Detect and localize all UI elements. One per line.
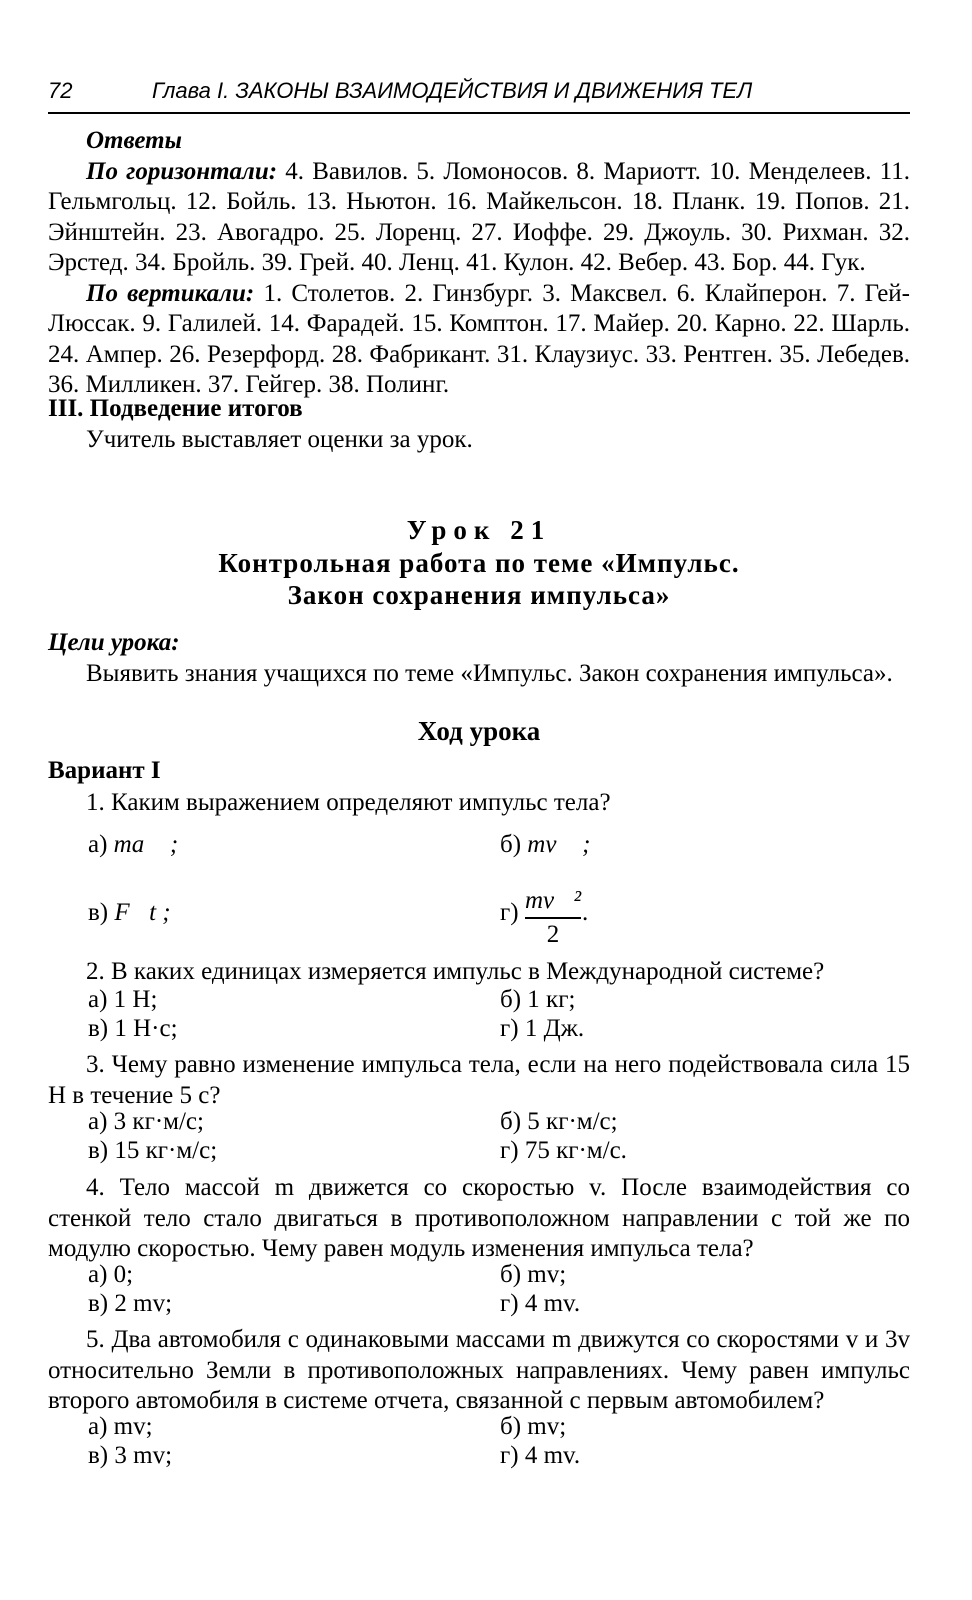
goals-text: Выявить знания учащихся по теме «Импульс. Закон сохранения импульса». — [86, 659, 893, 687]
q3-option-b: б) 5 кг·м/с; — [500, 1108, 618, 1135]
question-5: 5. Два автомобиля с одинаковыми массами m движутся со скоростями v и 3v относительно Земли в противоположных направлениях. Чему равен импульс второго автомобиля в системе отчета, связанной с первым автомобилем? — [48, 1326, 910, 1414]
q5-option-c: в) 3 mv; — [88, 1442, 173, 1469]
answers-heading: Ответы — [86, 127, 182, 154]
fraction-bar — [525, 917, 581, 919]
q1-formula-a: ma⃗ ; — [113, 831, 179, 858]
q4-option-d: г) 4 mv. — [500, 1290, 581, 1317]
q1-formula-c: F⃗t ; — [114, 899, 171, 926]
fraction-denominator: 2 — [546, 921, 560, 948]
answers-vertical — [48, 279, 910, 401]
q1-option-d-period: . — [582, 899, 589, 926]
lesson-subtitle-1: Контрольная работа по теме «Импульс. — [218, 548, 740, 578]
question-3: 3. Чему равно изменение импульса тела, если на него подействовала сила 15 Н в течение 5 с? — [48, 1051, 910, 1109]
q1-formula-b: mv⃗ ; — [527, 831, 591, 858]
q1-fraction — [525, 887, 581, 949]
q5-option-b: б) mv; — [500, 1413, 567, 1440]
q2-option-c: в) 1 Н·с; — [88, 1015, 178, 1042]
page-number: 72 — [48, 78, 73, 103]
q3-option-a: а) 3 кг·м/с; — [88, 1108, 204, 1135]
q2-option-b: б) 1 кг; — [500, 986, 576, 1013]
summary-heading: III. Подведение итогов — [48, 395, 303, 422]
question-2: 2. В каких единицах измеряется импульс в Международной системе? — [86, 958, 825, 985]
summary-section — [48, 394, 910, 455]
answers-horizontal — [48, 157, 910, 279]
horizontal-text: 4. Вавилов. 5. Ломоносов. 8. Мариотт. 10. Менделеев. 11. Гельмгольц. 12. Бойль. 13. Ньютон. 16. Майкельсон. 18. Планк. 19. Попов. 21. Эйнштейн. 23. Авогадро. 25. Лоренц. 27. Иоффе. 29. Джоуль. 30. Рихман. 32. Эрстед. 34. Бройль. 39. Грей. 40. Ленц. 41. Кулон. 42. Вебер. 43. Бор. 44. Гук. — [48, 157, 910, 276]
q2-option-d: г) 1 Дж. — [500, 1015, 585, 1042]
question-4: 4. Тело массой m движется со скоростью v. После взаимодействия со стенкой тело стало двигаться в противоположном направлении с той же по модулю скоростью. Чему равен модуль изменения импульса тела? — [48, 1174, 910, 1262]
q1-option-b: б) mv⃗ ; — [500, 831, 591, 858]
q4-option-b: б) mv; — [500, 1261, 567, 1288]
q5-option-a: а) mv; — [88, 1413, 153, 1440]
goals-label: Цели урока: — [48, 629, 180, 656]
progress-heading: Ход урока — [417, 716, 541, 746]
page-header — [48, 78, 910, 114]
q4-option-a: а) 0; — [88, 1261, 134, 1288]
vertical-label: По вертикали: — [86, 279, 255, 307]
q1-option-d: г) — [500, 899, 519, 926]
q1-option-a: а) ma⃗ ; — [88, 831, 179, 858]
q3-option-d: г) 75 кг·м/с. — [500, 1137, 627, 1164]
lesson-subtitle-2: Закон сохранения импульса» — [287, 580, 671, 610]
q5-option-d: г) 4 mv. — [500, 1442, 581, 1469]
q2-option-a: а) 1 Н; — [88, 986, 158, 1013]
vertical-text: 1. Столетов. 2. Гинзбург. 3. Максвел. 6. Клайперон. 7. Гей-Люссак. 9. Галилей. 14. Фарадей. 15. Комптон. 17. Майер. 20. Карно. 22. Шарль. 24. Ампер. 26. Резерфорд. 28. Фабрикант. 31. Клаузиус. 33. Рентген. 35. Лебедев. 36. Милликен. 37. Гейгер. 38. Полинг. — [48, 279, 910, 398]
question-1: 1. Каким выражением определяют импульс тела? — [86, 789, 611, 816]
answers-section — [48, 126, 910, 401]
q1-option-c: в) F⃗t ; — [88, 899, 171, 926]
summary-text: Учитель выставляет оценки за урок. — [86, 425, 473, 453]
q4-option-c: в) 2 mv; — [88, 1290, 173, 1317]
q3-option-c: в) 15 кг·м/с; — [88, 1137, 218, 1164]
goals-section — [48, 628, 910, 689]
horizontal-label: По горизонтали: — [86, 157, 278, 185]
chapter-title: Глава I. ЗАКОНЫ ВЗАИМОДЕЙСТВИЯ И ДВИЖЕНИЯ ТЕЛ — [152, 78, 753, 103]
fraction-numerator: mv⃗² — [525, 887, 582, 914]
lesson-title: Урок 21 — [406, 515, 552, 545]
variant-label: Вариант I — [48, 757, 161, 784]
